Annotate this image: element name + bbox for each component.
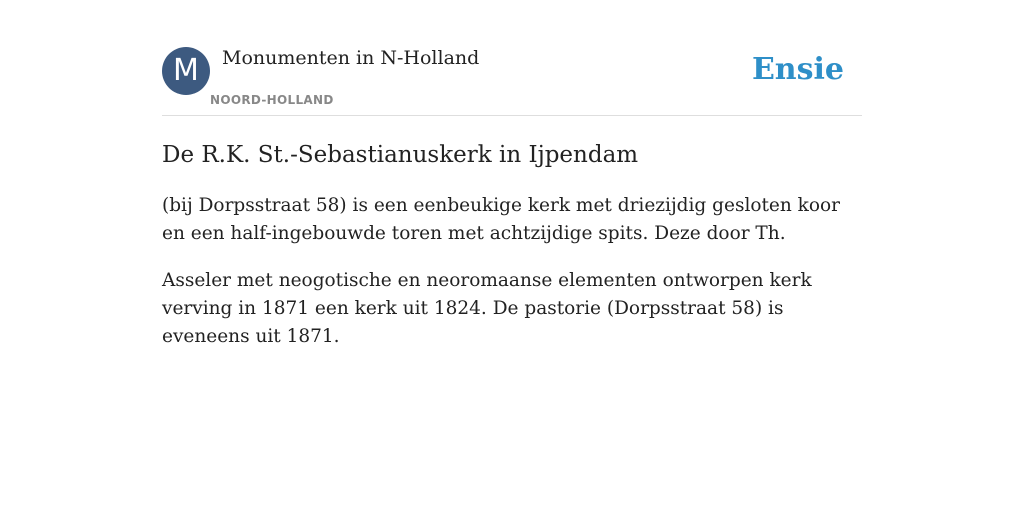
article-title: De R.K. St.-Sebastianuskerk in Ijpendam: [162, 142, 639, 168]
source-avatar[interactable]: M: [162, 47, 210, 95]
source-title-link[interactable]: Monumenten in N-Holland: [222, 47, 480, 69]
ensie-logo[interactable]: Ensie: [751, 52, 844, 87]
source-header: [162, 0, 862, 116]
page-container: [162, 0, 862, 347]
source-region-label: NOORD-HOLLAND: [210, 93, 334, 107]
article-paragraph: Asseler met neogotische en neoromaanse elementen ontworpen kerk verving in 1871 een kerk uit 1824. De pastorie (Dorpsstraat 58) is eveneens uit 1871.: [162, 270, 812, 347]
article-paragraph: (bij Dorpsstraat 58) is een eenbeukige kerk met driezijdig gesloten koor en een half-ingebouwde toren met achtzijdige spits. Deze door Th.: [162, 195, 841, 244]
